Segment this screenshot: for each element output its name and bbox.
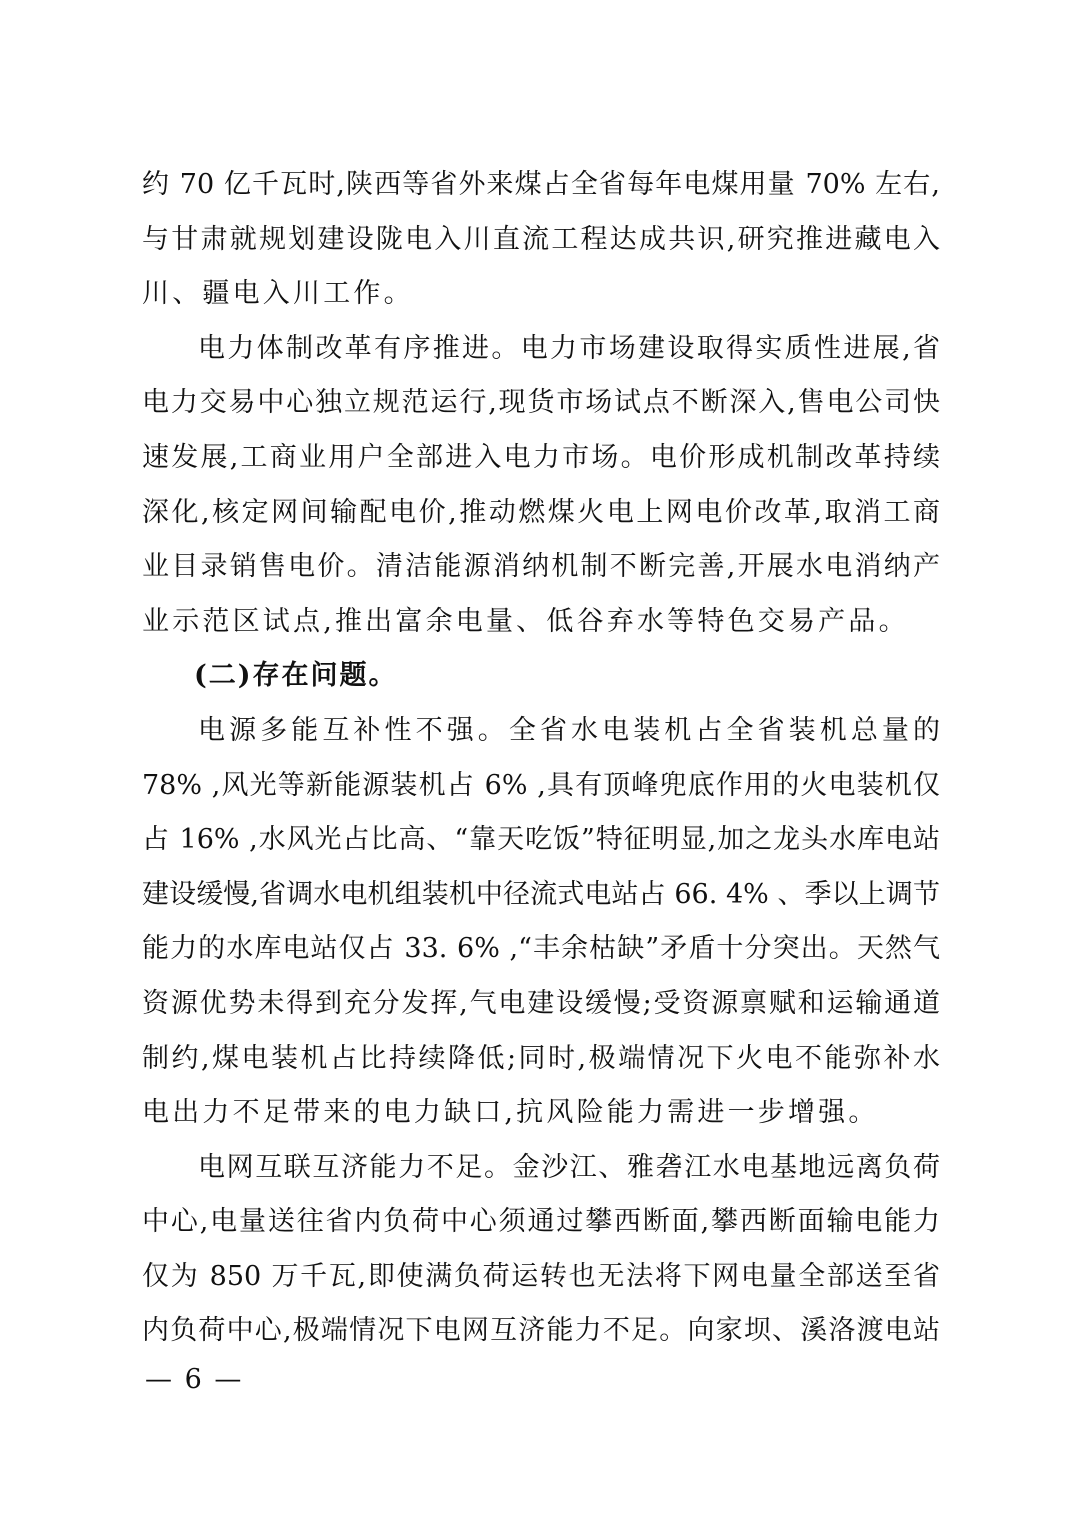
text-line: 电网互联互济能力不足。金沙江、雅砻江水电基地远离负荷 bbox=[198, 1151, 940, 1183]
text-line: 资源优势未得到充分发挥,气电建设缓慢;受资源禀赋和运输通道 bbox=[142, 987, 940, 1019]
text-line: 电力体制改革有序推进。电力市场建设取得实质性进展,省 bbox=[198, 332, 940, 364]
text-line: 约 70 亿千瓦时,陕西等省外来煤占全省每年电煤用量 70% 左右, bbox=[142, 169, 940, 200]
text-line: 能力的水库电站仅占 33. 6% ,“丰余枯缺”矛盾十分突出。天然气 bbox=[142, 933, 940, 965]
document-body bbox=[142, 158, 940, 1359]
section-heading: (二)存在问题。 bbox=[194, 660, 398, 692]
text-line: 制约,煤电装机占比持续降低;同时,极端情况下火电不能弥补水 bbox=[142, 1042, 940, 1074]
text-line: 建设缓慢,省调水电机组装机中径流式电站占 66. 4% 、季以上调节 bbox=[142, 878, 940, 910]
text-line: 与甘肃就规划建设陇电入川直流工程达成共识,研究推进藏电入 bbox=[142, 223, 940, 255]
text-line: 电力交易中心独立规范运行,现货市场试点不断深入,售电公司快 bbox=[142, 387, 940, 419]
text-line: 仅为 850 万千瓦,即使满负荷运转也无法将下网电量全部送至省 bbox=[142, 1260, 940, 1292]
text-line: 电源多能互补性不强。全省水电装机占全省装机总量的 bbox=[198, 714, 940, 746]
page-number: — 6 — bbox=[145, 1364, 244, 1395]
text-line: 78% ,风光等新能源装机占 6% ,具有顶峰兜底作用的火电装机仅 bbox=[142, 769, 940, 801]
text-line: 川、疆电入川工作。 bbox=[142, 278, 414, 310]
text-line: 内负荷中心,极端情况下电网互济能力不足。向家坝、溪洛渡电站 bbox=[142, 1315, 940, 1347]
text-line: 电出力不足带来的电力缺口,抗风险能力需进一步增强。 bbox=[142, 1097, 879, 1129]
text-line: 速发展,工商业用户全部进入电力市场。电价形成机制改革持续 bbox=[142, 441, 940, 473]
text-line: 深化,核定网间输配电价,推动燃煤火电上网电价改革,取消工商 bbox=[142, 496, 940, 528]
text-line: 占 16% ,水风光占比高、“靠天吃饭”特征明显,加之龙头水库电站 bbox=[142, 824, 940, 856]
text-line: 业示范区试点,推出富余电量、低谷弃水等特色交易产品。 bbox=[142, 605, 909, 637]
text-line: 中心,电量送往省内负荷中心须通过攀西断面,攀西断面输电能力 bbox=[142, 1206, 940, 1238]
text-line: 业目录销售电价。清洁能源消纳机制不断完善,开展水电消纳产 bbox=[142, 551, 940, 583]
